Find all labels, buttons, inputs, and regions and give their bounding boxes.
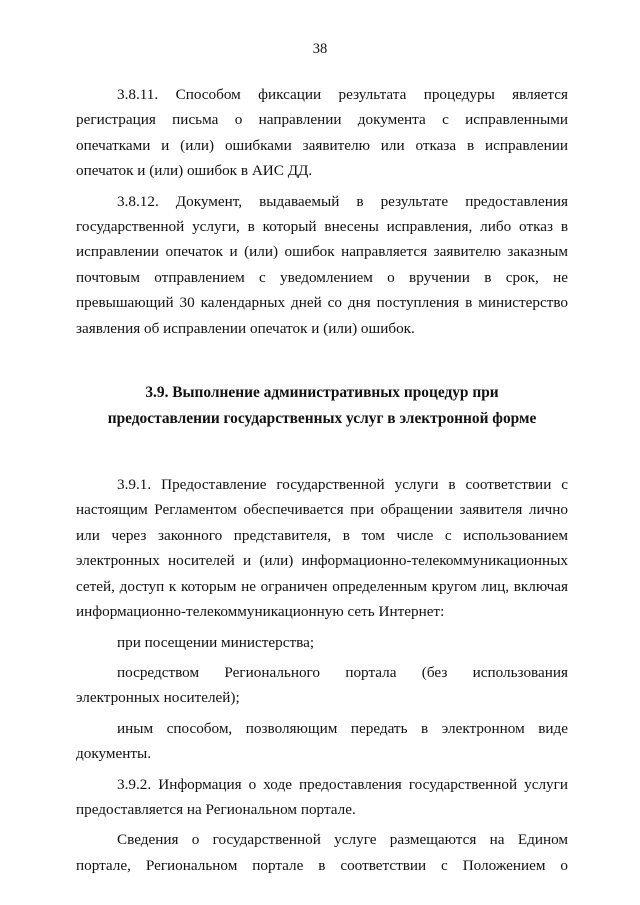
list-item-ministry-visit: при посещении министерства; bbox=[117, 633, 315, 651]
list-item-other-method: иным способом, позволяющим передать в электронном виде документы. bbox=[76, 719, 568, 763]
paragraph-3-9-2: 3.9.2. Информация о ходе предоставления государственной услуги предоставляется на Региональном портале. bbox=[76, 775, 568, 818]
paragraph-service-info: Сведения о государственной услуге размещаются на Едином портале, Региональном портале в соответствии с Положением о bbox=[76, 831, 568, 874]
paragraph-3-8-12: 3.8.12. Документ, выдаваемый в результате предоставления государственной услуги, в который внесены исправления, либо отказ в исправлении опечаток и (или) ошибок направляется заявителю заказным почтовым отправлением с уведомлением о вручении в срок, не превышающий 30 календарных дней со дня поступления в министерство заявления об исправлении опечаток и (или) ошибок. bbox=[76, 192, 568, 337]
page-number: 38 bbox=[312, 41, 328, 57]
section-heading bbox=[76, 380, 568, 432]
paragraph-3-8-11: 3.8.11. Способом фиксации результата процедуры является регистрация письма о направлении документа с исправленными опечатками и (или) ошибками заявителю или отказа в исправлении опечаток и (или) ошибок в АИС ДД. bbox=[76, 86, 568, 180]
paragraph-3-9-1: 3.9.1. Предоставление государственной услуги в соответствии с настоящим Регламентом обеспечивается при обращении заявителя лично или через законного представителя, в том числе с использованием электронных носителей и (или) информационно-телекоммуникационных сетей, доступ к которым не ограничен определенным кругом лиц, включая информационно-телекоммуникационную сеть Интернет: bbox=[76, 476, 568, 621]
section-heading-line-2: предоставлении государственных услуг в электронной форме bbox=[107, 410, 537, 428]
section-heading-line-1: 3.9. Выполнение административных процедур при bbox=[145, 384, 499, 402]
document-body bbox=[76, 82, 568, 878]
list-item-regional-portal: посредством Регионального портала (без использования электронных носителей); bbox=[76, 663, 568, 707]
